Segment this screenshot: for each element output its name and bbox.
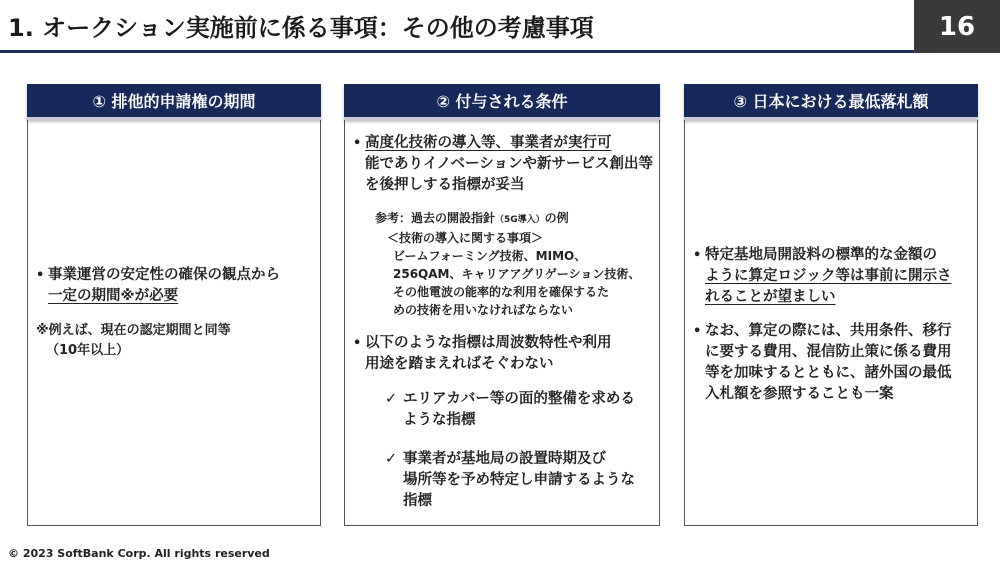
check-text: 指標: [403, 493, 432, 509]
bullet-text: 入札額を参照することも一案: [705, 386, 894, 402]
check-text: ような指標: [403, 412, 476, 428]
reference-subheading: ＜技術の導入に関する事項＞: [387, 231, 544, 245]
page-title: 1. オークション実施前に係る事項：その他の考慮事項: [8, 14, 594, 42]
bullet-text: • 特定基地局開設料の標準的な金額の: [705, 247, 937, 263]
column-body: [685, 123, 977, 525]
check-text: 事業者が基地局の設置時期及び: [403, 451, 606, 467]
check-item: [385, 389, 653, 431]
footnote: [36, 321, 316, 361]
copyright: © 2023 SoftBank Corp. All rights reserved: [8, 547, 270, 560]
bullet-text-underlined: れることが望ましい: [705, 289, 836, 305]
check-item: [385, 449, 653, 512]
column-granted-conditions: [344, 84, 660, 526]
bullet-text: 用途を踏まえればそぐわない: [365, 356, 554, 372]
bullet-text: 以下のような指標は周波数特性や利用: [365, 335, 612, 351]
page-number: 16: [914, 0, 1000, 53]
title-rule: [0, 50, 914, 53]
reference-text: 256QAM、キャリアアグリゲーション技術、: [393, 267, 641, 281]
reference-title: [375, 209, 657, 229]
reference-title-text: 参考：過去の開設指針: [375, 211, 496, 225]
check-text: 場所等を予め特定し申請するような: [403, 472, 635, 488]
bullet-text-underlined: ように算定ロジック等は事前に開示さ: [705, 268, 952, 284]
check-text: エリアカバー等の面的整備を求める: [403, 391, 635, 407]
column-heading: ③ 日本における最低落札額: [684, 84, 978, 120]
footnote-text: ※例えば、現在の認定期間と同等: [36, 323, 231, 338]
column-exclusive-application-period: [27, 84, 321, 526]
reference-text: その他電波の能率的な利用を確保するた: [393, 285, 610, 299]
column-heading: ② 付与される条件: [344, 84, 660, 120]
reference-title-text: の例: [544, 211, 569, 225]
bullet-text: 能でありイノベーションや新サービス創出等: [365, 156, 653, 172]
column-body: [28, 123, 320, 525]
bullet-text: • なお、算定の際には、共用条件、移行: [705, 323, 952, 339]
check-icon: ✓: [385, 451, 398, 467]
bullet-text-underlined: 高度化技術の導入等、事業者が実行可: [365, 135, 612, 151]
reference-title-small: （5G導入）: [495, 215, 545, 225]
bullet-text: 等を加味するとともに、諸外国の最低: [705, 365, 952, 381]
check-icon: ✓: [385, 391, 398, 407]
footnote-text: （10年以上）: [46, 343, 130, 358]
bullet-text: に要する費用、混信防止策に係る費用: [705, 344, 952, 360]
bullet-item: [353, 333, 655, 375]
column-heading: ① 排他的申請権の期間: [27, 84, 321, 120]
bullet-text-underlined: 一定の期間※が必要: [48, 288, 179, 304]
bullet-item: [693, 245, 975, 308]
bullet-text: を後押しする指標が妥当: [365, 177, 525, 193]
column-minimum-bid-japan: [684, 84, 978, 526]
bullet-item: [353, 133, 655, 196]
reference-block: [375, 209, 657, 319]
reference-text: ビームフォーミング技術、MIMO、: [393, 249, 587, 263]
bullet-item: [693, 321, 975, 405]
bullet-item: [36, 265, 316, 307]
column-body: [345, 123, 659, 525]
reference-text: めの技術を用いなければならない: [393, 303, 574, 317]
bullet-text: • 事業運営の安定性の確保の観点から: [48, 267, 280, 283]
